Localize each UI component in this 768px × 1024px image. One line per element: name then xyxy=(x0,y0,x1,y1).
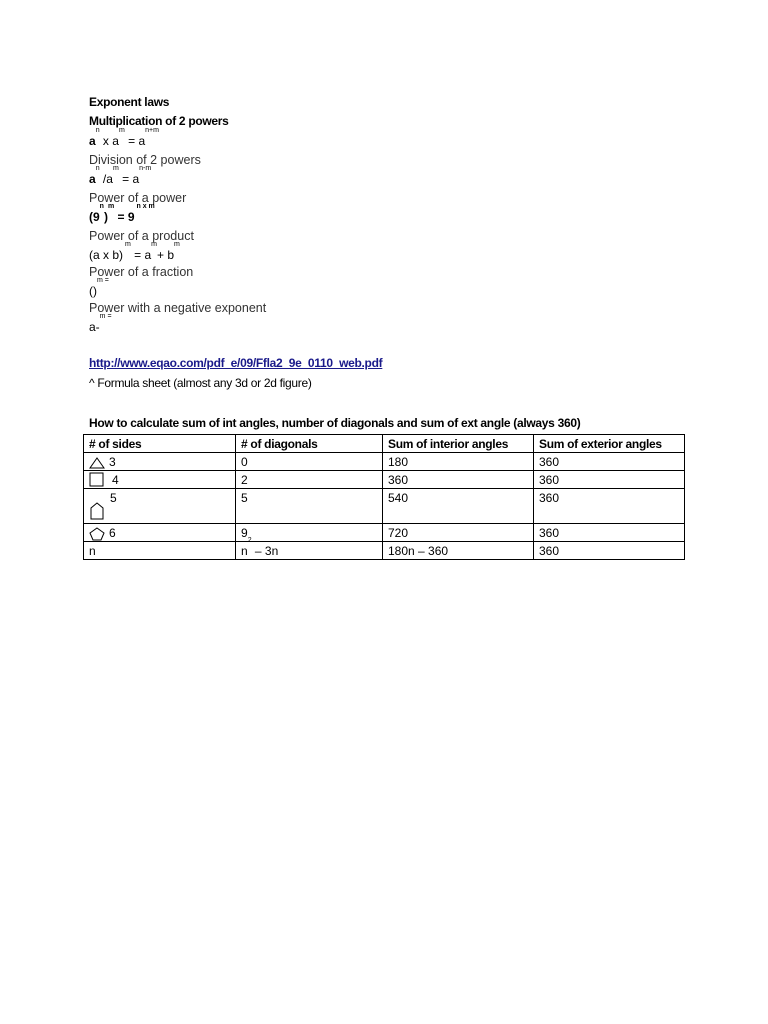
cell-interior: 720 xyxy=(383,524,534,542)
triangle-icon xyxy=(89,457,105,469)
law-title-power-of-fraction: Power of a fraction xyxy=(89,265,194,279)
cell-interior: 180 xyxy=(383,453,534,471)
formula-power-of-product: (a x b) $^m = a^m+ b^m$ xyxy=(89,241,180,262)
cell-diagonals: 5 xyxy=(236,489,383,524)
cell-exterior: 360 xyxy=(534,542,685,560)
table-row xyxy=(84,471,685,489)
formula-power-of-power: $(9^n)^m = 9$ $^{n x m}$ xyxy=(89,203,155,224)
table-title: How to calculate sum of int angles, number of diagonals and sum of ext angle (always 360) xyxy=(89,416,581,430)
table-row xyxy=(84,542,685,560)
cell-exterior: 360 xyxy=(534,524,685,542)
cell-interior: 180n – 360 xyxy=(383,542,534,560)
square-icon xyxy=(89,472,105,488)
cell-sides: 3 xyxy=(84,453,236,471)
law-title-division: Division of 2 powers xyxy=(89,153,201,167)
cell-exterior: 360 xyxy=(534,471,685,489)
cell-interior: 540 xyxy=(383,489,534,524)
pentagon-icon xyxy=(89,527,105,541)
cell-diagonals: $n^2 - 3n$ xyxy=(236,542,383,560)
table-row xyxy=(84,524,685,542)
polygon-angles-table xyxy=(83,434,685,560)
cell-sides: 6 xyxy=(84,524,236,542)
formula-division: $a^n$ $/a^m = a^{n-m}$ xyxy=(89,165,152,186)
cell-diagonals: 9 xyxy=(236,524,383,542)
law-title-multiplication: Multiplication of 2 powers xyxy=(89,114,229,128)
cell-diagonals: 0 xyxy=(236,453,383,471)
header-diagonals: # of diagonals xyxy=(236,435,383,453)
formula-sheet-link[interactable]: http://www.eqao.com/pdf_e/09/Ffla2_9e_0110_web.pdf xyxy=(89,356,383,370)
cell-interior: 360 xyxy=(383,471,534,489)
formula-multiplication: $a^n$ x $a^m = a^{n+m}$ xyxy=(89,127,159,148)
cell-exterior: 360 xyxy=(534,489,685,524)
table-row xyxy=(84,489,685,524)
header-sides: # of sides xyxy=(84,435,236,453)
table-header-row xyxy=(84,435,685,453)
formula-sheet-caption: ^ Formula sheet (almost any 3d or 2d figure) xyxy=(89,376,312,390)
cell-exterior: 360 xyxy=(534,453,685,471)
cell-diagonals: 2 xyxy=(236,471,383,489)
formula-power-of-fraction: ()$^{m =}$ xyxy=(89,277,109,298)
law-title-negative-exponent: Power with a negative exponent xyxy=(89,301,267,315)
formula-negative-exponent: a-$^{m =}$ xyxy=(89,313,112,334)
header-exterior-angles: Sum of exterior angles xyxy=(534,435,685,453)
cell-sides: 5 xyxy=(84,489,236,524)
law-title-power-of-product: Power of a product xyxy=(89,229,194,243)
law-title-power-of-power: Power of a power xyxy=(89,191,187,205)
heading-exponent-laws: Exponent laws xyxy=(89,95,170,109)
header-interior-angles: Sum of interior angles xyxy=(383,435,534,453)
table-row xyxy=(84,453,685,471)
cell-sides: n xyxy=(84,542,236,560)
pentagon-house-icon xyxy=(90,502,104,520)
cell-sides: 4 xyxy=(84,471,236,489)
